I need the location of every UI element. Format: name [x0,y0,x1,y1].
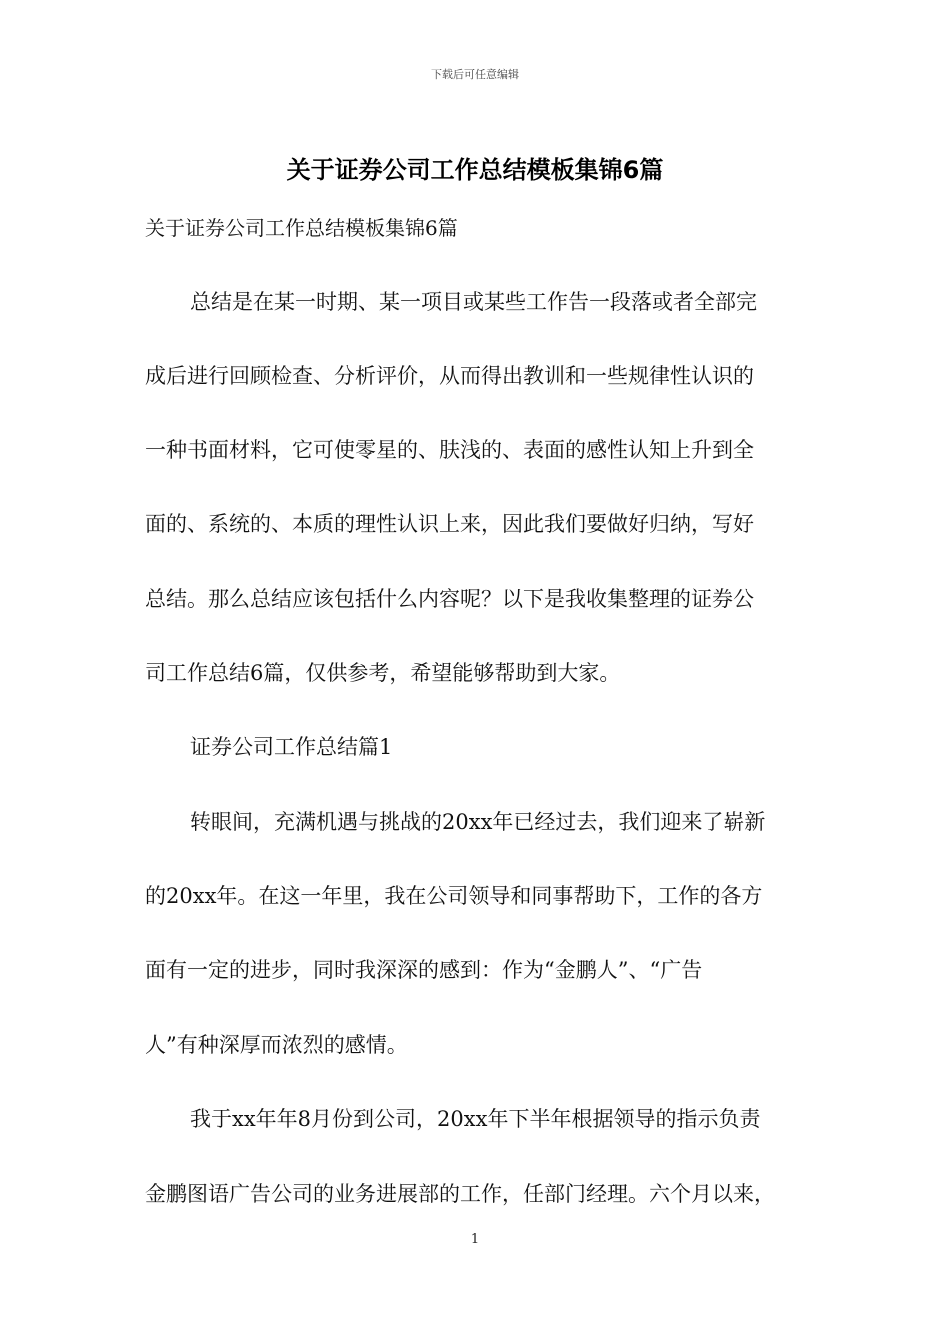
page-number: 1 [470,1232,480,1247]
paragraph-line: 的20xx年。在这一年里，我在公司领导和同事帮助下，工作的各方 [145,884,763,908]
paragraph-line: 转眼间，充满机遇与挑战的20xx年已经过去，我们迎来了崭新 [190,810,766,834]
document-title: 关于证券公司工作总结模板集锦6篇 [286,156,664,184]
paragraph-line: 一种书面材料，它可使零星的、肤浅的、表面的感性认知上升到全 [145,438,754,462]
paragraph-line: 面有一定的进步，同时我深深的感到：作为“金鹏人”、“广告 [145,958,703,982]
paragraph-line: 成后进行回顾检查、分析评价，从而得出教训和一些规律性认识的 [145,364,754,388]
paragraph-line: 总结是在某一时期、某一项目或某些工作告一段落或者全部完 [190,290,757,314]
section-heading: 证券公司工作总结篇1 [190,735,393,759]
paragraph-line: 司工作总结6篇，仅供参考，希望能够帮助到大家。 [145,661,621,685]
paragraph-line: 总结。那么总结应该包括什么内容呢？以下是我收集整理的证券公 [145,587,754,611]
page-header-note: 下载后可任意编辑 [431,68,519,81]
paragraph-line: 人”有种深厚而浓烈的感情。 [145,1033,408,1057]
paragraph-line: 我于xx年年8月份到公司，20xx年下半年根据领导的指示负责 [190,1107,761,1131]
paragraph-line: 金鹏图语广告公司的业务进展部的工作，任部门经理。六个月以来， [145,1182,775,1206]
paragraph-line: 面的、系统的、本质的理性认识上来，因此我们要做好归纳，写好 [145,512,754,536]
document-subtitle: 关于证券公司工作总结模板集锦6篇 [145,216,458,240]
